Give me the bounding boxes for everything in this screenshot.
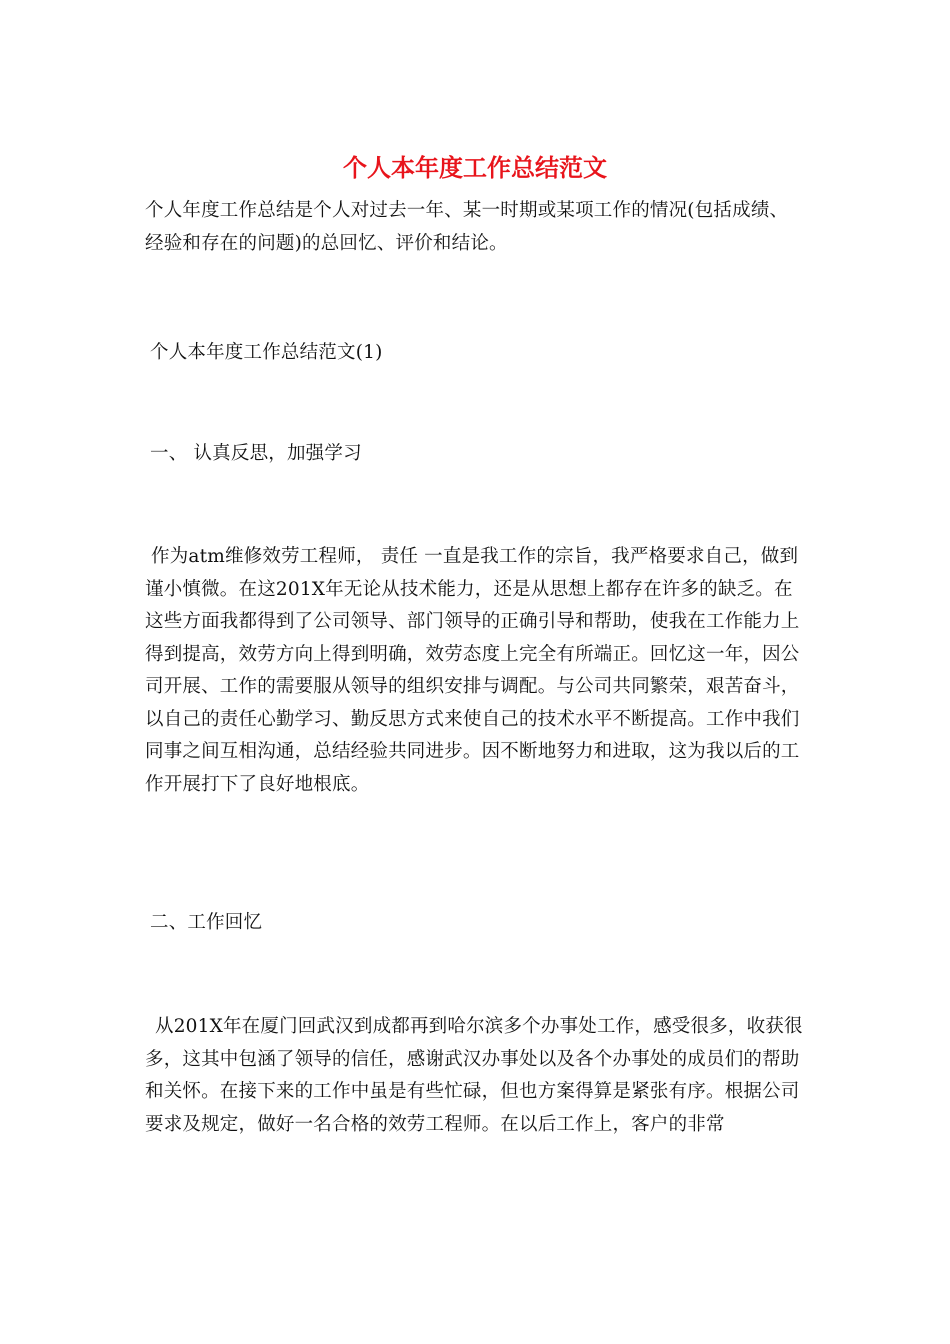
document-subtitle: 个人本年度工作总结范文(1) <box>150 342 383 363</box>
section-2-heading: 二、工作回忆 <box>150 912 263 933</box>
intro-paragraph: 个人年度工作总结是个人对过去一年、某一时期或某项工作的情况(包括成绩、经验和存在的问题)的总回忆、评价和结论。 <box>145 200 789 254</box>
section-1-body: 作为atm维修效劳工程师， 责任 一直是我工作的宗旨，我严格要求自己，做到谨小慎微。在这201X年无论从技术能力，还是从思想上都存在许多的缺乏。在这些方面我都得到了公司领导、部门领导的正确引导和帮助，使我在工作能力上得到提高，效劳方向上得到明确，效劳态度上完全有所端正。回忆这一年，因公司开展、工作的需要服从领导的组织安排与调配。与公司共同繁荣，艰苦奋斗，以自己的责任心勤学习、勤反思方式来使自己的技术水平不断提高。工作中我们同事之间互相沟通，总结经验共同进步。因不断地努力和进取，这为我以后的工作开展打下了良好地根底。 <box>145 546 800 795</box>
document-title: 个人本年度工作总结范文 <box>343 153 607 182</box>
section-2-body: 从201X年在厦门回武汉到成都再到哈尔滨多个办事处工作，感受很多，收获很多，这其中包涵了领导的信任，感谢武汉办事处以及各个办事处的成员们的帮助和关怀。在接下来的工作中虽是有些忙碌，但也方案得算是紧张有序。根据公司要求及规定，做好一名合格的效劳工程师。在以后工作上，客户的非常 <box>145 1016 803 1135</box>
section-1-heading: 一、 认真反思，加强学习 <box>150 443 362 464</box>
